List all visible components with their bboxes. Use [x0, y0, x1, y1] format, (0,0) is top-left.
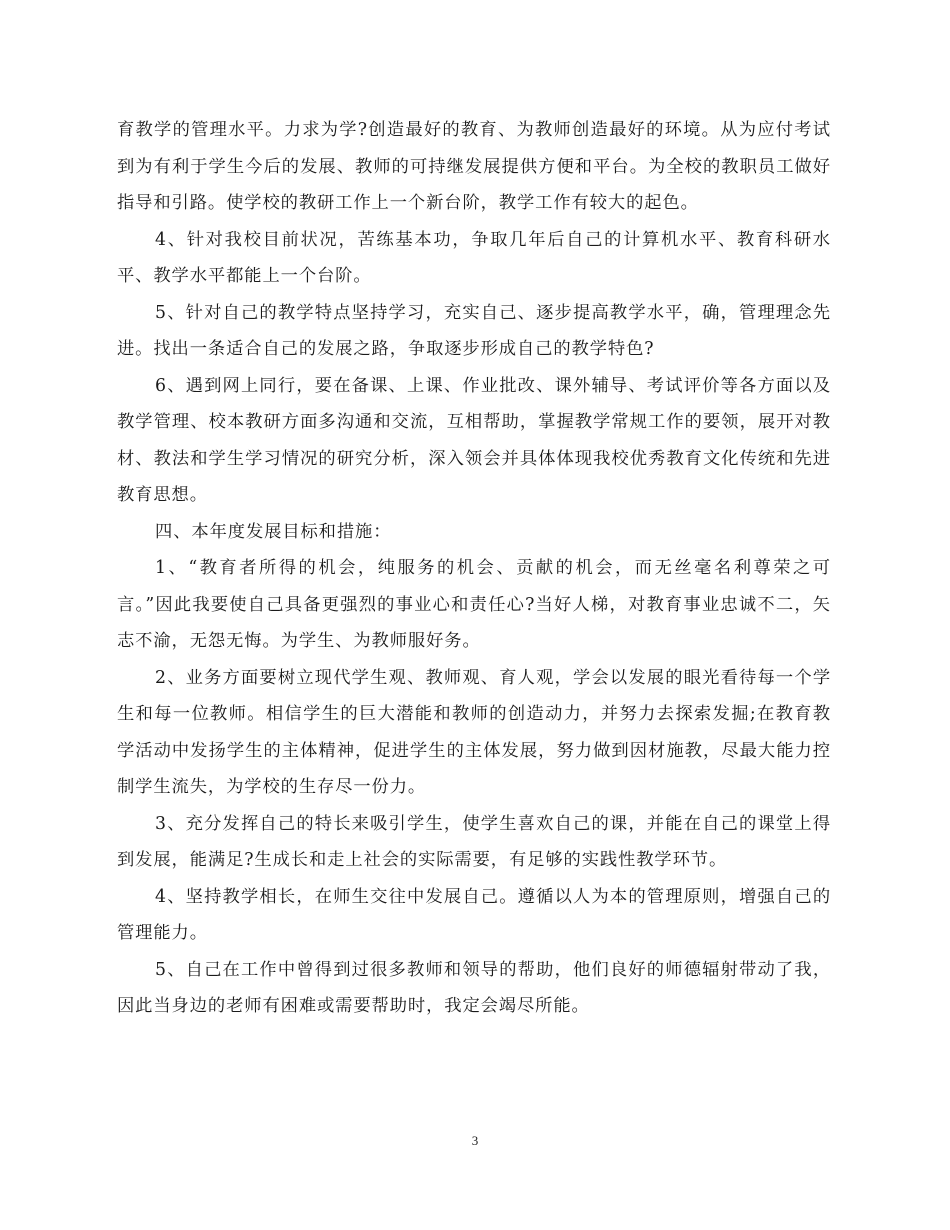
- page-number: 3: [471, 1133, 479, 1148]
- body-text: [117, 112, 831, 1025]
- paragraph-item-5-teaching-style: 5、针对自己的教学特点坚持学习，充实自己、逐步提高教学水平，确，管理理念先进。找出一条适合自己的发展之路，争取逐步形成自己的教学特色?: [117, 302, 831, 359]
- paragraph-goal-1: 1、“教育者所得的机会，纯服务的机会、贡献的机会，而无丝毫名利尊荣之可言。”因此我要使自己具备更强烈的事业心和责任心?当好人梯，对教育事业忠诚不二，矢志不渝，无怨无悔。为学生、为教师服好务。: [117, 558, 831, 651]
- paragraph-continuation: 育教学的管理水平。力求为学?创造最好的教育、为教师创造最好的环境。从为应付考试到为有利于学生今后的发展、教师的可持继发展提供方便和平台。为全校的教职员工做好指导和引路。使学校的教研工作上一个新台阶，教学工作有较大的起色。: [117, 120, 831, 213]
- paragraph-item-4-computer-skills: 4、针对我校目前状况，苦练基本功，争取几年后自己的计算机水平、教育科研水平、教学水平都能上一个台阶。: [117, 229, 831, 286]
- paragraph-item-6-peer-exchange: 6、遇到网上同行，要在备课、上课、作业批改、课外辅导、考试评价等各方面以及教学管理、校本教研方面多沟通和交流，互相帮助，掌握教学常规工作的要领，展开对教材、教法和学生学习情况的研究分析，深入领会并具体体现我校优秀教育文化传统和先进教育思想。: [117, 375, 831, 505]
- paragraph-goal-5: 5、自己在工作中曾得到过很多教师和领导的帮助，他们良好的师德辐射带动了我，因此当身边的老师有困难或需要帮助时，我定会竭尽所能。: [117, 959, 831, 1016]
- paragraph-goal-4: 4、坚持教学相长，在师生交往中发展自己。遵循以人为本的管理原则，增强自己的管理能力。: [117, 886, 831, 943]
- paragraph-goal-2: 2、业务方面要树立现代学生观、教师观、育人观，学会以发展的眼光看待每一个学生和每一位教师。相信学生的巨大潜能和教师的创造动力，并努力去探索发掘;在教育教学活动中发扬学生的主体精神，促进学生的主体发展，努力做到因材施教，尽最大能力控制学生流失，为学校的生存尽一份力。: [117, 667, 831, 797]
- paragraph-goal-3: 3、充分发挥自己的特长来吸引学生，使学生喜欢自己的课，并能在自己的课堂上得到发展，能满足?生成长和走上社会的实际需要，有足够的实践性教学环节。: [117, 813, 831, 870]
- section-heading-goals: 四、本年度发展目标和措施：: [155, 521, 392, 542]
